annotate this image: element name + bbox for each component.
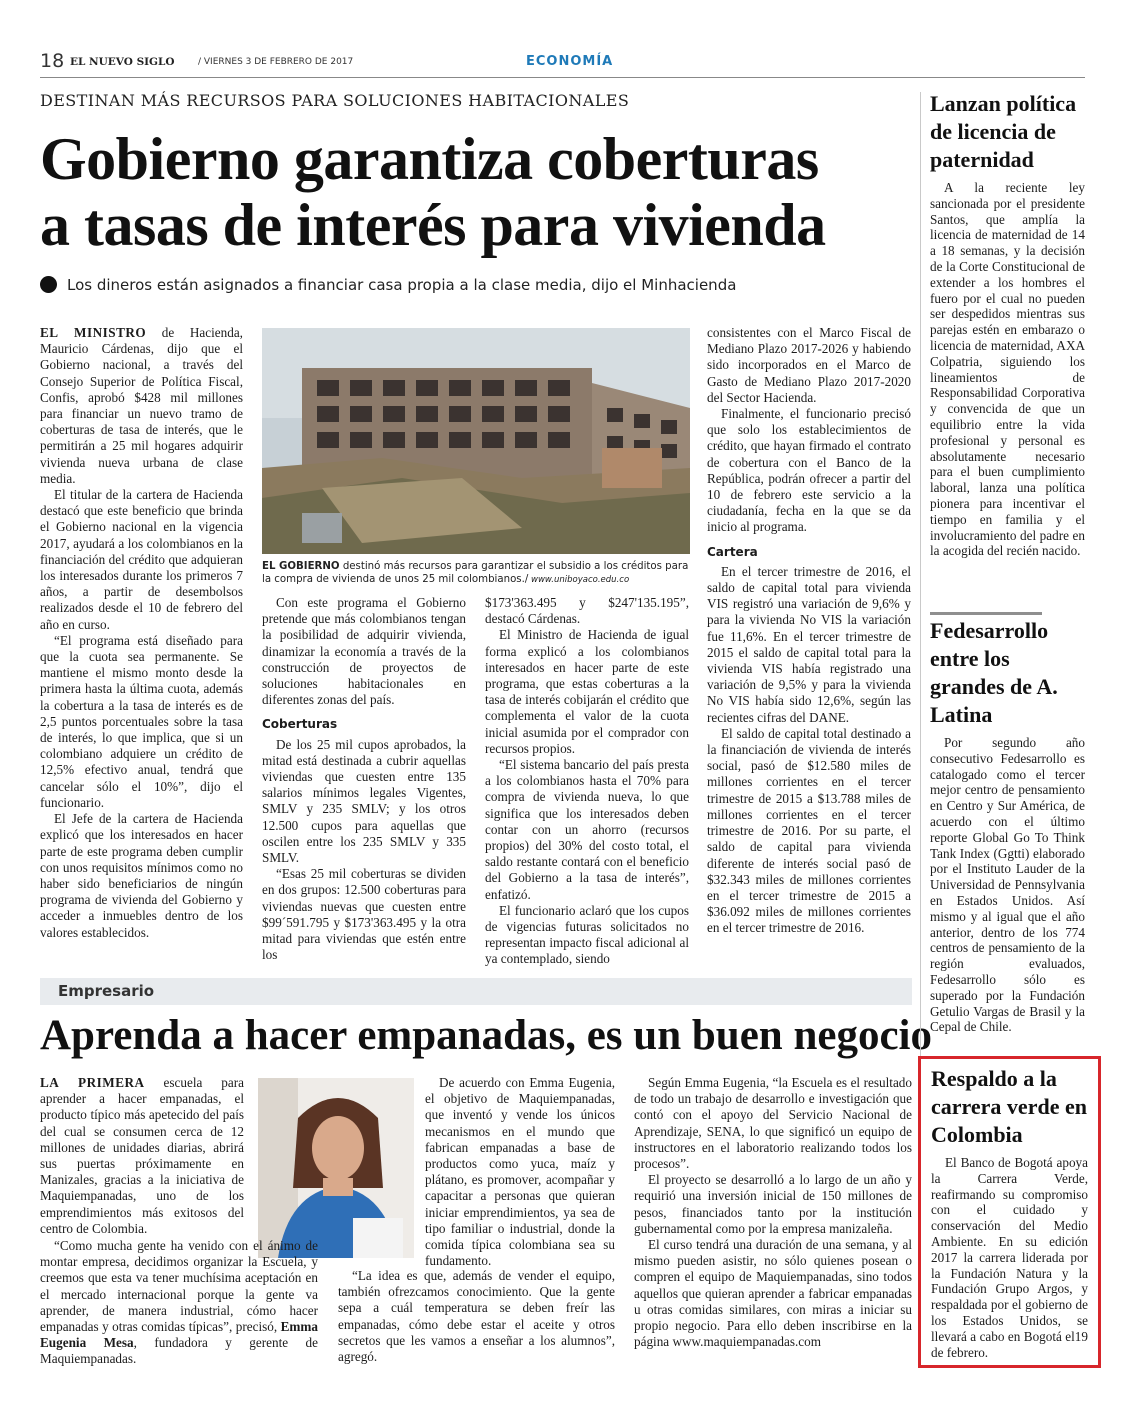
- photo-caption-text: destinó más recursos para garantizar el subsidio a los créditos para la compra de vivienda de unos 25 mil colombianos./: [262, 561, 689, 585]
- main-col2-p3: “Esas 25 mil coberturas se dividen en dos grupos: 12.500 coberturas para viviendas nuevas que cuesten entre $99´591.795 y $173'363.495 y la otra mitad para viviendas que estén entre los: [262, 866, 466, 963]
- main-col1-p4: El Jefe de la cartera de Hacienda explicó que los interesados en hacer parte de este programa deben cumplir con unos requisitos mínimos como no haber sido beneficiarios de ningún programa de vivienda del Gobierno y acceder a inmuebles dentro de los valores establecidos.: [40, 811, 243, 940]
- main-kicker: DESTINAN MÁS RECURSOS PARA SOLUCIONES HABITACIONALES: [40, 91, 630, 110]
- main-col3-p4: El funcionario aclaró que los cupos de vigencias futuras solicitados no representan impacto fiscal adicional al ya contemplado, siendo: [485, 902, 689, 967]
- main-col4-p3: En el tercer trimestre de 2016, el saldo de capital total para vivienda VIS registró una variación de 9,6% y para la vivienda No VIS la variación fue 11,6%. En el tercer trimestre de 2015 el saldo de capital total para la vivienda VIS había registrado una variación de 9,5% y para la vivienda No VIS había sido 12,6%, según las recientes cifras del DANE.: [707, 563, 911, 725]
- person-photo-image: [258, 1078, 414, 1258]
- main-col1-p2: El titular de la cartera de Hacienda destacó que este beneficio que brinda el Gobierno nacional en la vigencia 2017, ayudará a los colombianos en la financiación del crédito que adquieran los interesados durante los primeros 7 años, a partir de desembolsos realizados desde el 10 de febrero del año en curso.: [40, 487, 243, 632]
- main-col3-p3: “El sistema bancario del país presta a los colombianos hasta el 70% para compra de vivienda nueva, lo que significa que los interesados deben contar con un ahorro (recursos propios) del 30% del costo total, el saldo restante contará con el beneficio del Gobierno a la tasa de interés”, enfatizó.: [485, 757, 689, 902]
- second-col3-p1: Según Emma Eugenia, “la Escuela es el resultado de todo un trabajo de desarrollo e investigación que contó con el apoyo del Servicio Nacional de Aprendizaje, SENA, lo que significó un equipo de instructores en el laboratorio realizando todos los procesos”.: [634, 1075, 912, 1172]
- second-col-3: [634, 1075, 912, 1350]
- second-col3-p3: El curso tendrá una duración de una semana, y al mismo pueden asistir, no sólo quienes posean o compren el equipo de Maquiempanadas, sino todos aquellos que quieran aprender a fabricar empanadas u otras comidas similares, con miras a iniciar su propio negocio. Para ello deben inscribirse en la página www.maquiempanadas.com: [634, 1237, 912, 1350]
- section-tag-band: [40, 978, 912, 1005]
- main-col1-p1: de Hacienda, Mauricio Cárdenas, dijo que el Gobierno nacional, a través del Consejo Superior de Política Fiscal, Confis, aprobó $428 mil millones para financiar un nuevo tramo de coberturas de tasa de interés, que le permitirán a 25 mil hogares adquirir vivienda nueva urbana de clase media.: [40, 325, 243, 486]
- person-photo: [258, 1078, 414, 1258]
- main-col4-p2: Finalmente, el funcionario precisó que solo los establecimientos de crédito, que hayan firmado el contrato de cobertura con el Banco de la República, podrán ofrecer a partir del 10 de febrero este servicio a la ciudadanía, fecha en la que se da inicio al programa.: [707, 406, 911, 535]
- second-col2-p1: De acuerdo con Emma Eugenia, el objetivo de Maquiempanadas, que inventó y vende los únicos mecanismos en el mundo que fabrican empanadas a base de productos como yuca, maíz y plátano, es promover, acompañar y capacitar a personas que quieran iniciar emprendimientos, ya sea de tipo familiar o industrial, donde la comida típica colombiana sea su fundamento.: [425, 1075, 615, 1269]
- sidebar-item-2-title: Fedesarrollo entre los grandes de A. Latina: [930, 618, 1058, 727]
- sidebar-item-1-body: A la reciente ley sancionada por el presidente Santos, que amplía la licencia de maternidad de 14 a 18 semanas, y la decisión de la Corte Constitucional de extender a los hombres el fuero por el cual no pueden ser despedidos mientras sus parejas estén en embarazo o licencia de maternidad, AXA Colpatria, siguiendo los lineamientos de Responsabilidad Corporativa y convencida de que un equilibrio entre la vida profesional y personal es absolutamente necesario para el buen cumplimiento laboral, lanza una política pionera para incentivar el tiempo en familia y el involucramiento del padre en la acogida del recién nacido.: [930, 180, 1085, 559]
- construction-photo: [262, 328, 690, 554]
- photo-caption-lead: EL GOBIERNO: [262, 561, 340, 572]
- main-subhead: [40, 276, 920, 294]
- paper-name: EL NUEVO SIGLO: [70, 56, 175, 68]
- section-name: ECONOMÍA: [526, 54, 614, 69]
- photo-caption: [262, 560, 690, 587]
- main-col4-p1: consistentes con el Marco Fiscal de Mediano Plazo 2017-2026 y habiendo sido incorporados en el Marco de Gasto de Mediano Plazo 2017-2020 del Sector Hacienda.: [707, 325, 911, 405]
- main-col3-p2: El Ministro de Hacienda de igual forma explicó a los colombianos interesados en hacer parte de este programa, que estas coberturas a la tasa de interés cobijarán el crédito que complementa el valor de la cuota inicial asumida por el comprador con recursos propios.: [485, 627, 689, 756]
- second-col1-p1: escuela para aprender a hacer empanadas, el producto típico más apetecido del país del cual se consumen cerca de 12 millones de unidades diarias, abrirá sus puertas próximamente en Manizales, gracias a la iniciativa de Maquiempanadas, uno de los emprendimientos más exitosos del centro de Colombia.: [40, 1075, 244, 1236]
- main-col4-p4: El saldo de capital total destinado a la financiación de vivienda de interés social, pasó de $12.580 miles de millones corrientes en el tercer trimestre de 2015 a $13.788 miles de millones corrientes en el tercer trimestre de 2016. Por su parte, el saldo de capital para vivienda diferente de interés social pasó de $32.343 miles de millones corrientes en el tercer trimestre de 2015 a $36.092 miles de millones corrientes en el tercer trimestre de 2016.: [707, 725, 911, 936]
- main-col2-p2: De los 25 mil cupos aprobados, la mitad está destinada a cubrir aquellas viviendas que cuesten entre 135 salarios mínimos legales Vigentes, SMLV y 235 SMLV; y los otros 12.500 cupos para aquellas que oscilen entre los 235 SMLV y 335 SMLV.: [262, 736, 466, 866]
- sidebar-divider: [920, 92, 921, 1057]
- second-col-2b: [338, 1268, 615, 1365]
- sidebar-item-3-highlight: [918, 1056, 1101, 1368]
- second-col-2: [425, 1075, 615, 1269]
- sidebar-item-3-body: El Banco de Bogotá apoya la Carrera Verde, reafirmando su compromiso con el cuidado y conservación del Medio Ambiente. En su edición 2017 la carrera liderada por la Fundación Natura y la Fundación Grupo Argos, y respaldada por el gobierno de los Estados Unidos, se llevará a cabo en Bogotá el19 de febrero.: [931, 1155, 1088, 1360]
- main-col-4: [707, 325, 911, 937]
- construction-photo-image: [262, 328, 690, 554]
- sidebar-item-1: [930, 90, 1085, 559]
- sidebar-item-3: [931, 1065, 1088, 1360]
- second-headline: Aprenda a hacer empanadas, es un buen negocio: [40, 1012, 932, 1059]
- section-tag: Empresario: [58, 982, 155, 1000]
- second-col1-p2-end: , fundadora y gerente de Maquiempanadas.: [40, 1335, 318, 1367]
- page-number: 18: [40, 50, 65, 72]
- sidebar-item-2: [930, 617, 1085, 1035]
- second-col1-p2: “Como mucha gente ha venido con el ánimo de montar empresa, decidimos organizar la Escuela, y creemos que esta va tener muchísima aceptación en el mercado internacional porque la gente va aprender, de manera industrial, cómo hacer empanadas y otras comidas típicas”, precisó,: [40, 1238, 318, 1335]
- header-rule: [40, 77, 1085, 78]
- main-col3-p1: $173'363.495 y $247'135.195”, destacó Cárdenas.: [485, 595, 689, 627]
- main-headline: [40, 126, 910, 258]
- second-col-1b: [40, 1238, 318, 1368]
- main-headline-line2: a tasas de interés para vivienda: [40, 192, 826, 258]
- main-col4-subhead: Cartera: [707, 544, 758, 559]
- subhead-text: Los dineros están asignados a financiar casa propia a la clase media, dijo el Minhacienda: [67, 276, 737, 294]
- second-col2-p2: “La idea es que, además de vender el equipo, también ofrezcamos conocimiento. Que la gente sepa a cuál temperatura se deben freír las empanadas, cómo debe estar el aceite y otros secretos que les vamos a enseñar a los alumnos”, agregó.: [338, 1268, 615, 1365]
- main-headline-line1: Gobierno garantiza coberturas: [40, 126, 819, 192]
- second-lead: LA PRIMERA: [40, 1075, 145, 1090]
- second-col3-p2: El proyecto se desarrolló a lo largo de un año y requirió una inversión inicial de 150 millones de pesos, financiados tanto por la institución gubernamental como por la empresa manizaleña.: [634, 1172, 912, 1236]
- issue-date: / VIERNES 3 DE FEBRERO DE 2017: [198, 57, 354, 67]
- main-col-3: [485, 595, 689, 968]
- sidebar-rule-1: [930, 612, 1042, 615]
- main-col2-p1: Con este programa el Gobierno pretende que más colombianos tengan la posibilidad de adquirir vivienda, dinamizar la economía a través de la construcción de proyectos de soluciones habitacionales en diferentes zonas del país.: [262, 595, 466, 708]
- second-col-1: [40, 1075, 244, 1237]
- sidebar-item-1-title: Lanzan política de licencia de paternidad: [930, 91, 1077, 172]
- main-col-2: [262, 595, 466, 963]
- page-header: [40, 50, 1085, 74]
- main-col2-subhead: Coberturas: [262, 717, 338, 732]
- main-col1-p3: “El programa está diseñado para que la cuota sea permanente. Se mantiene el mismo monto desde la primera hasta la última cuota, además la cobertura a la tasa de interés es de 2,5 puntos porcentuales sobre la tasa de interés, lo que implica, que si un colombiano adquiere un crédito de 12,5% efectivo anual, tendrá que cancelar sólo el 10%”, dijo el funcionario.: [40, 632, 243, 810]
- sidebar-item-2-body: Por segundo año consecutivo Fedesarrollo es catalogado como el tercer mejor centro de pensamiento en Centro y Sur América, de acuerdo con el último reporte Global Go To Think Tank Index (Ggtti) elaborado por el Instituto Lauder de la Universidad de Pennsylvania en Estados Unidos. Así mismo y al igual que el año anterior, dentro de los 774 centros de pensamiento de la región evaluados, Fedesarrollo sólo es superado por la Fundación Getulio Vargas de Brasil y la Cepal de Chile.: [930, 735, 1085, 1035]
- sidebar-item-3-title: Respaldo a la carrera verde en Colombia: [931, 1066, 1087, 1147]
- main-lead: EL MINISTRO: [40, 325, 147, 340]
- second-col1-name: Emma Eugenia Mesa: [40, 1319, 318, 1351]
- main-col-1: [40, 325, 243, 941]
- subhead-bullet-icon: [40, 276, 57, 293]
- photo-credit: www.uniboyaco.edu.co: [528, 575, 630, 585]
